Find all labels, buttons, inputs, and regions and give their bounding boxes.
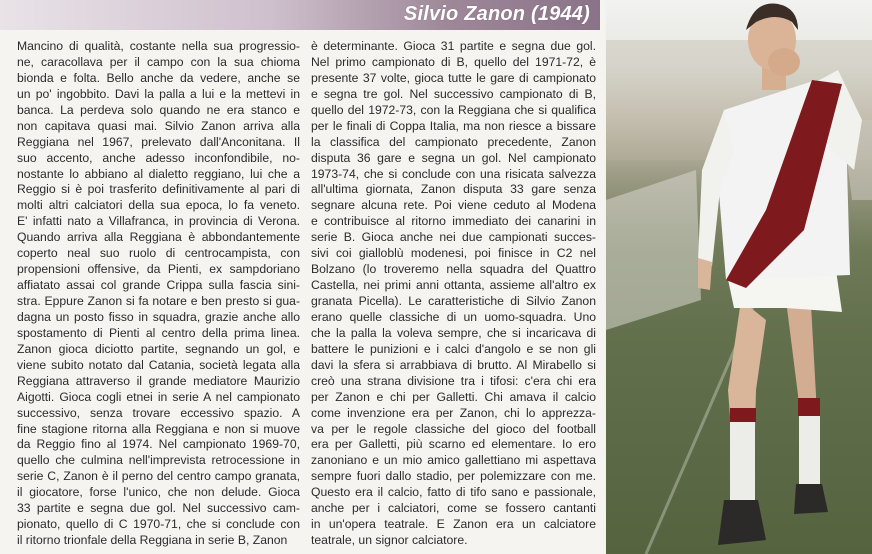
article-line: Reggio si è poi trasferito definitivamente al pari di <box>17 182 300 197</box>
article-line: stra. Eppure Zanon si fa notare e ben presto si gua- <box>17 294 300 308</box>
article-line: dagna un posto fisso in squadra, grazie anche allo <box>17 309 300 324</box>
article-column-right <box>311 39 596 549</box>
article-line: la classifica del campionato precedente, Zanon <box>311 134 596 149</box>
right-sock-band <box>798 398 820 416</box>
article-line: disputa 36 gare e segna un gol. Nel campionato <box>311 150 596 165</box>
right-boot <box>794 484 828 514</box>
player-photo <box>606 0 872 554</box>
left-boot <box>718 500 766 545</box>
article-line: nostante lo abbiano al dialetto reggiano, lui che a <box>17 166 300 181</box>
article-line: Nel primo campionato di B, quello del 1971-72, è <box>311 54 596 69</box>
article-line: Castella, nei primi anni ottanta, assieme all'altro ex <box>311 278 596 293</box>
article-line: Quando arriva alla Reggiana è abbondantemente <box>17 230 300 245</box>
left-sock <box>730 422 755 502</box>
article-line: Aigotti. Gioca cogli etnei in serie A nel campionato <box>17 389 300 404</box>
player-left-hand <box>698 258 712 290</box>
background-player-shape <box>606 170 701 330</box>
article-line: sempre fuori dallo stadio, per polemizzare con me. <box>311 469 596 484</box>
article-line: Questo era il calcio, fatto di tifo sano e passionale, <box>311 485 596 500</box>
article-line: 33 partite e segna due gol. Nel successivo cam- <box>17 501 300 516</box>
article-line: era per Galletti, più scarno ed elementare. Io ero <box>311 437 596 452</box>
article-line: davi la sfera si arrabbiava di brutto. Al Mirabello si <box>311 357 596 372</box>
article-line: anche per i calciatori, come se fossero cantanti <box>311 501 596 516</box>
article-line: per le finali di Coppa Italia, ma non riesce a bissare <box>311 118 596 133</box>
article-line: pionato, quello di C 1970-71, che si conclude con <box>17 517 300 532</box>
article-line: per Zanon e chi per Galletti. Chi amava il calcio <box>311 389 596 404</box>
article-line: va per le regole classiche del gioco del football <box>311 421 596 436</box>
article-line: successivo, senza trovare eccessivo spazio. A <box>17 405 300 420</box>
article-line: battere le punizioni e i calci d'angolo e se non gli <box>311 341 596 356</box>
article-line: presente 37 volte, gioca tutte le gare di campionato <box>311 70 596 85</box>
article-line: quello che culmina nell'imprevista retrocessione in <box>17 453 300 468</box>
right-sock <box>799 416 820 488</box>
article-line: E' infatti nato a Villafranca, in provincia di Verona. <box>17 214 300 229</box>
player-photo-illustration <box>606 0 872 554</box>
article-column-left <box>17 39 300 549</box>
article-line: granata Picella). Le caratteristiche di Silvio Zanon <box>311 294 596 308</box>
article-line: teatrale, un signor calciatore. <box>311 533 468 548</box>
article-line: molti altri calciatori della sua epoca, lo fa veneto. <box>17 198 300 213</box>
article-line: Reggiana nel 1967, prelevato dall'Anconitana. Il <box>17 134 300 149</box>
article-line: viene subito notato dal Catania, società legata alla <box>17 357 300 372</box>
article-line: e segna tre gol. Nel successivo campionato di B, <box>311 86 596 101</box>
article-line: un po' ingobbito. Davi la palla a lui e la mettevi in <box>17 86 300 101</box>
article-line: spostamento di Pienti al centro della prima linea. <box>17 325 300 340</box>
article-line: il giocatore, forse l'unico, che non delude. Gioca <box>17 485 300 500</box>
article-line: serie C, Zanon è il perno del centro campo granata, <box>17 469 300 484</box>
article-line: sivi coi gialloblù modenesi, poi finisce in C2 nel <box>311 246 596 261</box>
article-line: affiatato assai col grande Crippa sulla fascia sini- <box>17 278 300 293</box>
article-line: che la palla la voleva sempre, che si incaricava di <box>311 325 596 340</box>
article-line: bionda e folta. Bello anche da vedere, anche se <box>17 70 300 85</box>
article-line: fine stagione ritorna alla Reggiana e non si muove <box>17 421 300 436</box>
article-line: creò una strana divisione tra i tifosi: c'era chi era <box>311 373 596 388</box>
article-line: suo accento, anche adesso inconfondibile, no- <box>17 150 300 165</box>
article-line: il ritorno trionfale della Reggiana in serie B, Zanon <box>17 533 288 548</box>
article-line: da Reggio fino al 1974. Nel campionato 1969-70, <box>17 437 300 452</box>
article-line: erano quelle classiche di un uomo-squadra. Uno <box>311 309 596 324</box>
title-bar <box>0 0 600 30</box>
article-line: Bolzano (lo troveremo nella squadra del Quattro <box>311 262 596 277</box>
article-line: propensioni offensive, da Pienti, ex sampdoriano <box>17 262 300 277</box>
player-hand-on-face <box>768 48 800 76</box>
article-line: come invenzione era per Zanon, chi lo apprezza- <box>311 405 596 420</box>
article-line: in un'opera teatrale. E Zanon era un calciatore <box>311 517 596 532</box>
article-line: e contribuisce al ritorno immediato dei canarini in <box>311 214 596 229</box>
article-line: all'ultima giornata, Zanon disputa 33 gare senza <box>311 182 596 197</box>
article-line: non capitava quasi mai. Silvio Zanon arriva alla <box>17 118 300 133</box>
article-line: Reggiana attraverso il grande mediatore Maurizio <box>17 373 300 388</box>
article-line: zanoniano e un mio amico gallettiano mi aspettava <box>311 453 596 468</box>
article-line: 1973-74, che si conclude con una risicata salvezza <box>311 166 596 181</box>
article-line: segnare alcuna rete. Poi viene ceduto al Modena <box>311 198 596 213</box>
article-line: banca. La perdeva solo quando ne era stanco e <box>17 102 300 117</box>
article-line: Mancino di qualità, costante nella sua progressio- <box>17 39 300 53</box>
article-line: ne, caracollava per il campo con la sua chioma <box>17 54 300 69</box>
article-line: quello del 1972-73, con la Reggiana che si qualifica <box>311 102 596 117</box>
left-sock-band <box>730 408 756 422</box>
article-line: coperto neal suo ruolo di centrocampista, con <box>17 246 300 261</box>
page-title: Silvio Zanon (1944) <box>403 3 590 25</box>
article-line: serie B. Gioca anche nei due campionati succes- <box>311 230 596 245</box>
article-line: è determinante. Gioca 31 partite e segna due gol. <box>311 39 596 53</box>
article-line: Zanon gioca diciotto partite, segnando un gol, e <box>17 341 300 356</box>
